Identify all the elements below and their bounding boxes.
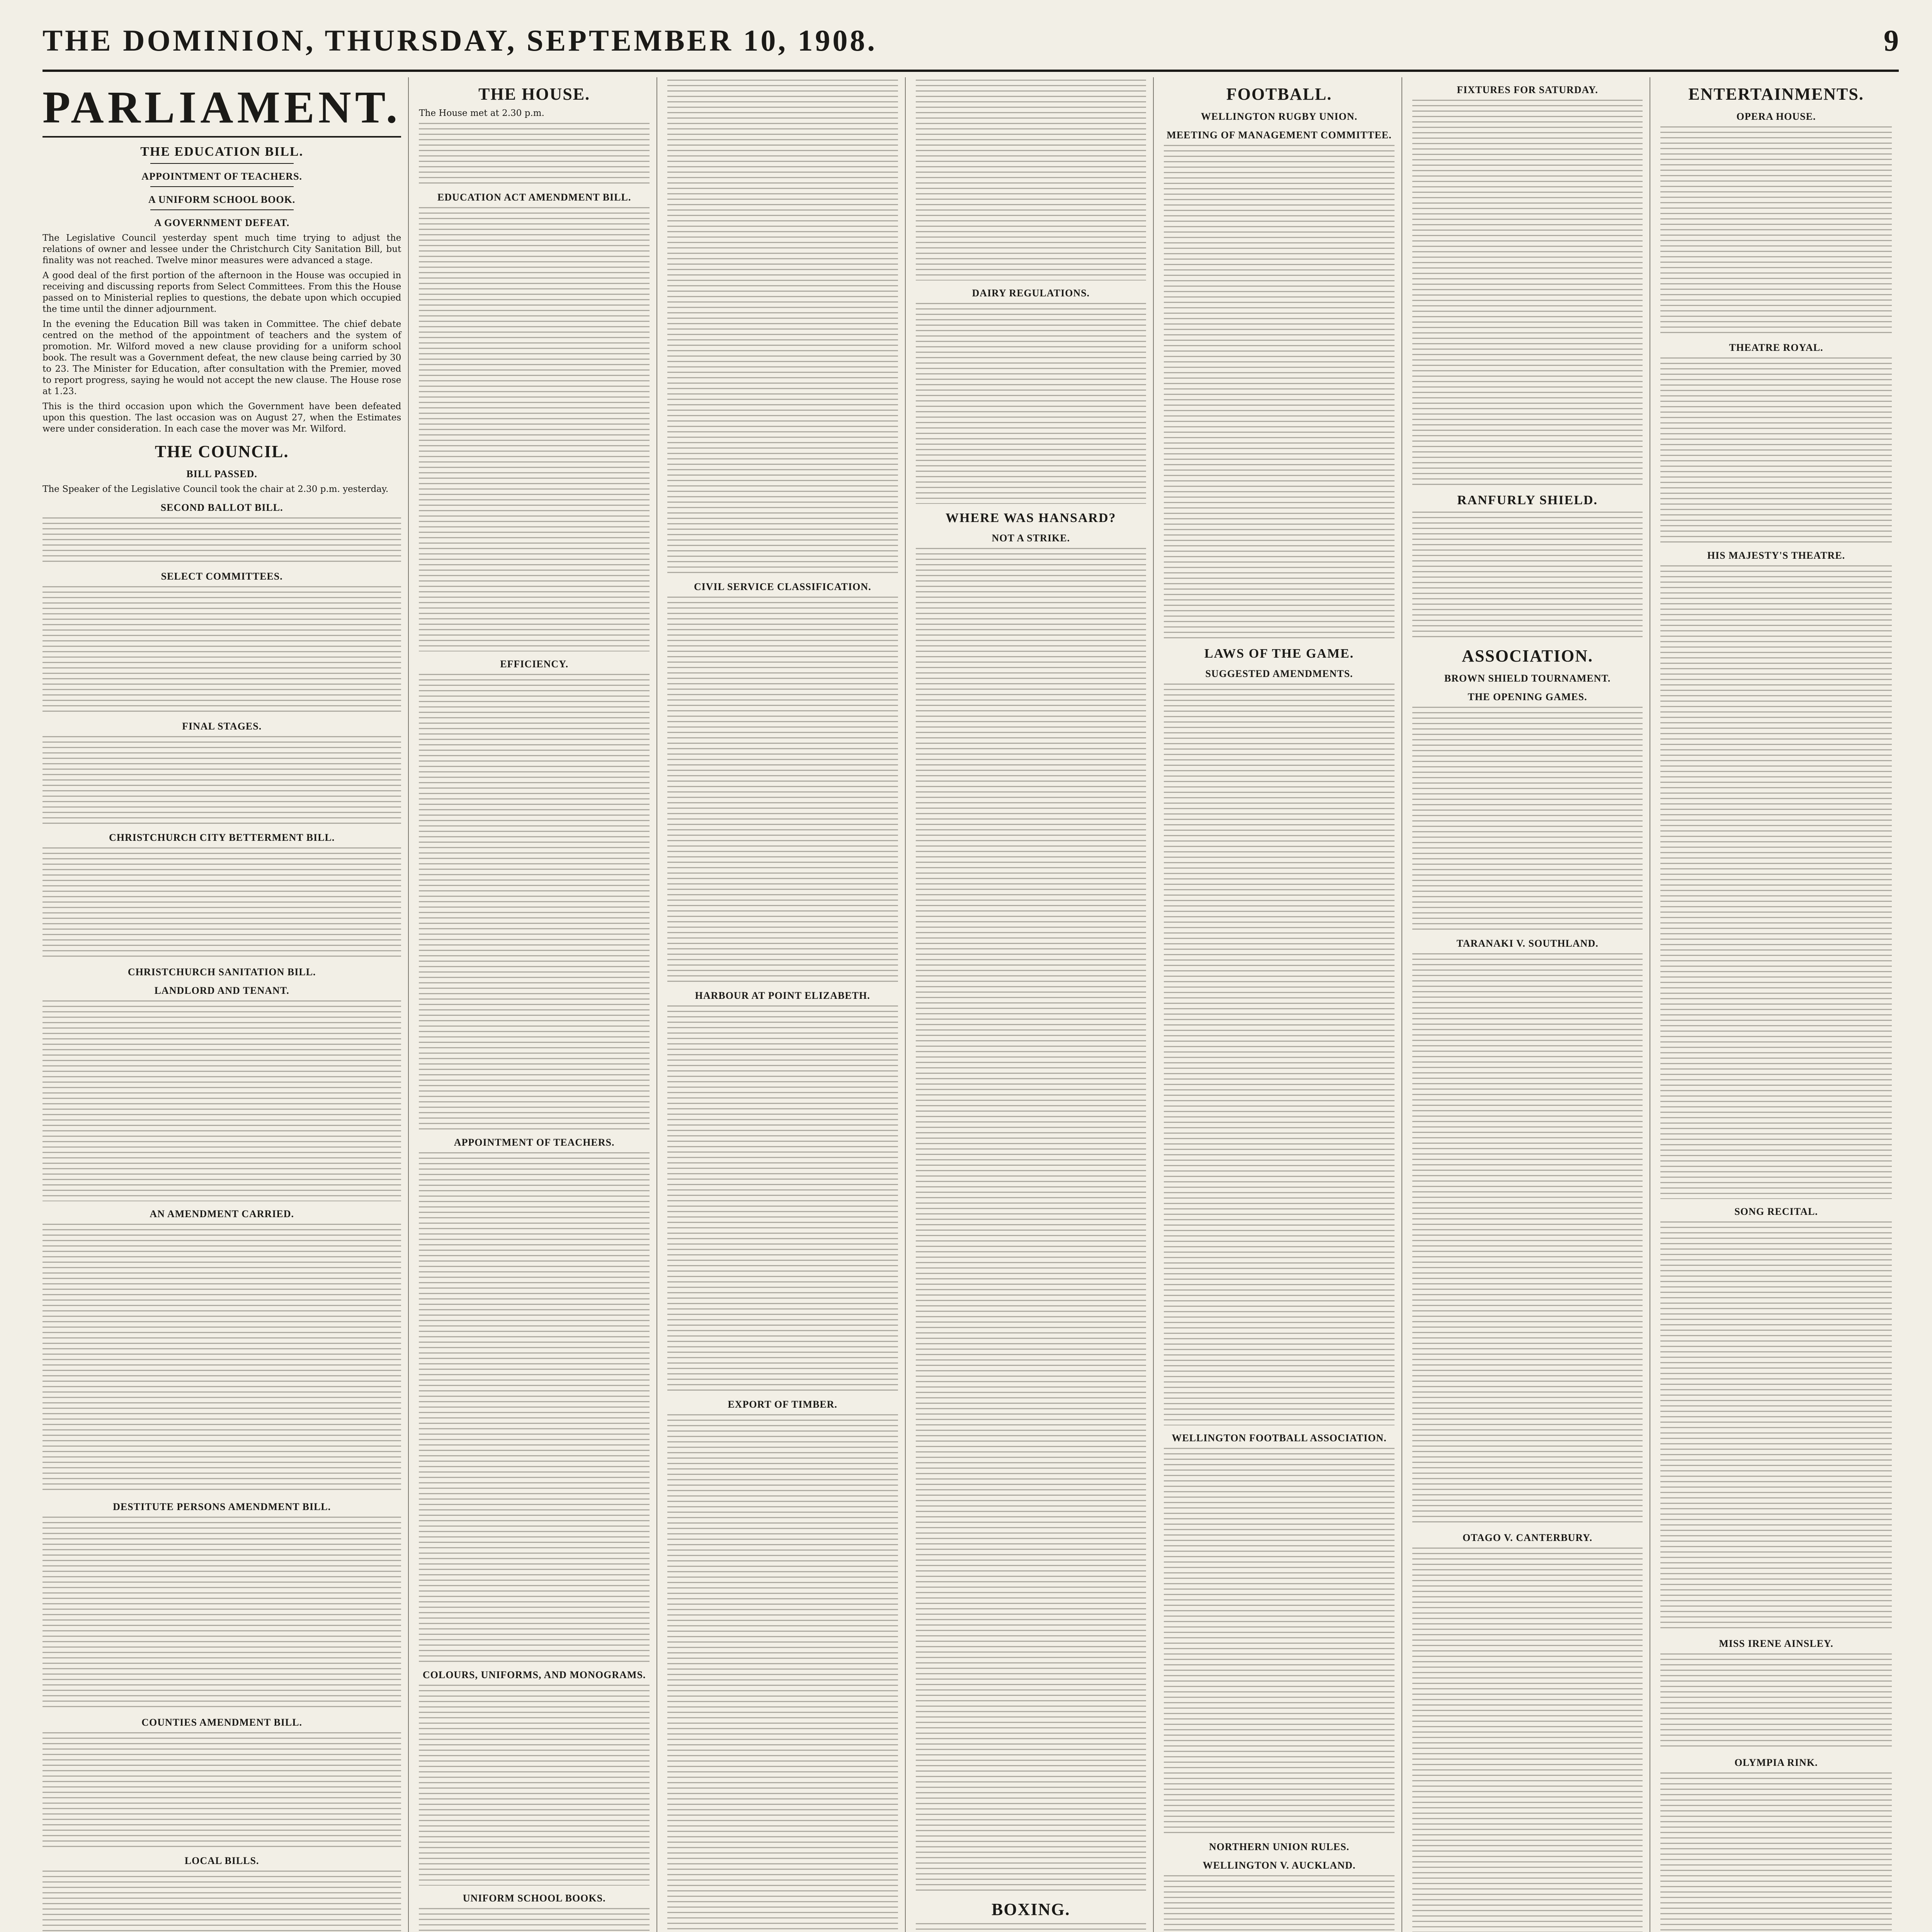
article-subheading: OTAGO V. CANTERBURY.	[1463, 1532, 1593, 1543]
section-heading-parliament: PARLIAMENT.	[43, 81, 401, 138]
paragraph: This is the third occasion upon which the Government have been defeated upon this question. The last occasion was on August 27, when the Estimates were under consideration. In each case the mover was Mr. Wilford.	[43, 401, 401, 434]
article-subheading: LOCAL BILLS.	[184, 1855, 259, 1866]
text-block	[1660, 565, 1892, 1199]
text-block	[1412, 707, 1643, 931]
text-block	[1164, 684, 1395, 1425]
article-subheading: EXPORT OF TIMBER.	[728, 1399, 838, 1410]
text-block	[43, 736, 401, 825]
article-subheading: NOT A STRIKE.	[992, 532, 1070, 544]
section-heading: FOOTBALL.	[1226, 85, 1332, 104]
article-heading: THE EDUCATION BILL.	[140, 145, 304, 159]
article-subheading: A UNIFORM SCHOOL BOOK.	[148, 194, 296, 205]
text-block	[1164, 145, 1395, 639]
article-subheading: EDUCATION ACT AMENDMENT BILL.	[437, 192, 631, 203]
text-block	[43, 586, 401, 714]
text-block	[1412, 1548, 1643, 1932]
column-5	[1164, 77, 1402, 1932]
article-heading: RANFURLY SHIELD.	[1457, 493, 1598, 507]
paragraph: The Speaker of the Legislative Council took the chair at 2.30 p.m. yesterday.	[43, 484, 389, 494]
paragraph: The House met at 2.30 p.m.	[419, 108, 544, 118]
text-block	[1660, 357, 1892, 543]
column-3	[667, 77, 906, 1932]
column-6	[1412, 77, 1651, 1932]
column-2	[419, 77, 657, 1932]
text-block	[667, 1005, 898, 1392]
text-block	[419, 674, 650, 1130]
section-heading: ASSOCIATION.	[1462, 646, 1593, 665]
article-subheading: SELECT COMMITTEES.	[161, 571, 283, 582]
text-block	[1660, 1772, 1892, 1932]
text-block	[667, 80, 898, 574]
text-block	[43, 847, 401, 959]
page-number: 9	[1884, 24, 1899, 57]
article-subheading: CIVIL SERVICE CLASSIFICATION.	[694, 581, 871, 592]
text-block	[1164, 1448, 1395, 1834]
article-subheading: SECOND BALLOT BILL.	[160, 502, 283, 513]
article-subheading: LANDLORD AND TENANT.	[154, 985, 289, 996]
text-block	[667, 1414, 898, 1932]
article-subheading: UNIFORM SCHOOL BOOKS.	[463, 1893, 606, 1904]
article-subheading: MISS IRENE AINSLEY.	[1719, 1638, 1833, 1649]
text-block	[43, 1000, 401, 1201]
text-block	[43, 1224, 401, 1494]
text-block	[419, 207, 650, 651]
column-4	[916, 77, 1154, 1932]
section-heading: THE COUNCIL.	[155, 442, 289, 461]
article-subheading: SONG RECITAL.	[1734, 1206, 1818, 1217]
article-heading: WHERE WAS HANSARD?	[946, 511, 1116, 525]
text-block	[1660, 126, 1892, 335]
text-block	[1660, 1653, 1892, 1750]
article-subheading: SUGGESTED AMENDMENTS.	[1205, 668, 1353, 679]
paragraph: In the evening the Education Bill was taken in Committee. The chief debate centred on the method of the appointment of teachers and the system of promotion. Mr. Wilford moved a new clause providing for a uniform school book. The result was a Government defeat, the new clause being carried by 30 to 23. The Minister for Education, after consultation with the Premier, moved to report progress, saying he would not accept the new clause. The House rose at 1.23.	[43, 319, 401, 396]
article-subheading: CHRISTCHURCH CITY BETTERMENT BILL.	[109, 832, 335, 843]
article-subheading: MEETING OF MANAGEMENT COMMITTEE.	[1167, 129, 1392, 141]
article-subheading: DESTITUTE PERSONS AMENDMENT BILL.	[113, 1501, 331, 1512]
text-block	[916, 80, 1146, 281]
article-subheading: HIS MAJESTY'S THEATRE.	[1707, 550, 1845, 561]
text-block	[667, 597, 898, 983]
article-subheading: OPERA HOUSE.	[1736, 111, 1816, 122]
article-subheading: APPOINTMENT OF TEACHERS.	[141, 171, 303, 182]
article-subheading: OLYMPIA RINK.	[1734, 1757, 1818, 1768]
paragraph: The Legislative Council yesterday spent much time trying to adjust the relations of owner and lessee under the Christchurch City Sanitation Bill, but finality was not reached. Twelve minor measures were advanced a stage.	[43, 233, 401, 265]
text-block	[419, 123, 650, 185]
article-subheading: CHRISTCHURCH SANITATION BILL.	[128, 966, 316, 978]
article-subheading: DAIRY REGULATIONS.	[972, 287, 1090, 299]
article-subheading: BROWN SHIELD TOURNAMENT.	[1444, 673, 1611, 684]
article-subheading: COUNTIES AMENDMENT BILL.	[141, 1717, 303, 1728]
divider	[150, 163, 294, 164]
article-subheading: THE OPENING GAMES.	[1468, 691, 1587, 702]
section-heading: THE HOUSE.	[478, 85, 590, 104]
text-block	[916, 548, 1146, 1893]
text-block	[916, 303, 1146, 504]
article-subheading: AN AMENDMENT CARRIED.	[150, 1208, 294, 1219]
text-block	[43, 517, 401, 564]
article-subheading: WELLINGTON RUGBY UNION.	[1201, 111, 1358, 122]
article-subheading: A GOVERNMENT DEFEAT.	[154, 217, 290, 228]
text-block	[419, 1152, 650, 1662]
text-block	[43, 1517, 401, 1710]
text-block	[1412, 100, 1643, 486]
text-block	[1164, 1875, 1395, 1932]
text-block	[1660, 1221, 1892, 1631]
article-subheading: NORTHERN UNION RULES.	[1209, 1841, 1350, 1852]
article-subheading: TARANAKI V. SOUTHLAND.	[1456, 938, 1599, 949]
article-subheading: HARBOUR AT POINT ELIZABETH.	[695, 990, 870, 1001]
text-block	[43, 1732, 401, 1848]
article-subheading: FIXTURES FOR SATURDAY.	[1457, 84, 1598, 95]
article-subheading: APPOINTMENT OF TEACHERS.	[454, 1137, 615, 1148]
paragraph: A good deal of the first portion of the afternoon in the House was occupied in receiving and discussing reports from Select Committees. From this the House passed on to Ministerial replies to questions, the debate upon which occupied the time until the dinner adjournment.	[43, 270, 401, 314]
masthead	[43, 12, 1899, 72]
article-subheading: COLOURS, UNIFORMS, AND MONOGRAMS.	[422, 1669, 646, 1680]
article-subheading: THEATRE ROYAL.	[1729, 342, 1823, 353]
text-block	[1412, 953, 1643, 1525]
text-block	[419, 1685, 650, 1886]
section-heading: BOXING.	[992, 1900, 1070, 1919]
masthead-title: THE DOMINION, THURSDAY, SEPTEMBER 10, 1908.	[43, 24, 877, 57]
divider	[150, 186, 294, 187]
article-subheading: EFFICIENCY.	[500, 658, 569, 670]
article-subheading: WELLINGTON V. AUCKLAND.	[1202, 1860, 1356, 1871]
section-heading: ENTERTAINMENTS.	[1688, 85, 1864, 104]
text-block	[419, 1908, 650, 1932]
article-subheading: FINAL STAGES.	[182, 721, 262, 732]
text-block	[1412, 512, 1643, 639]
article-subheading: WELLINGTON FOOTBALL ASSOCIATION.	[1172, 1432, 1387, 1444]
column-7	[1660, 77, 1899, 1932]
article-subheading: BILL PASSED.	[186, 468, 257, 480]
column-1	[43, 77, 409, 1932]
divider	[150, 209, 294, 210]
article-heading: LAWS OF THE GAME.	[1204, 646, 1354, 661]
text-block	[916, 1923, 1146, 1932]
columns	[43, 77, 1899, 1932]
text-block	[43, 1871, 401, 1932]
